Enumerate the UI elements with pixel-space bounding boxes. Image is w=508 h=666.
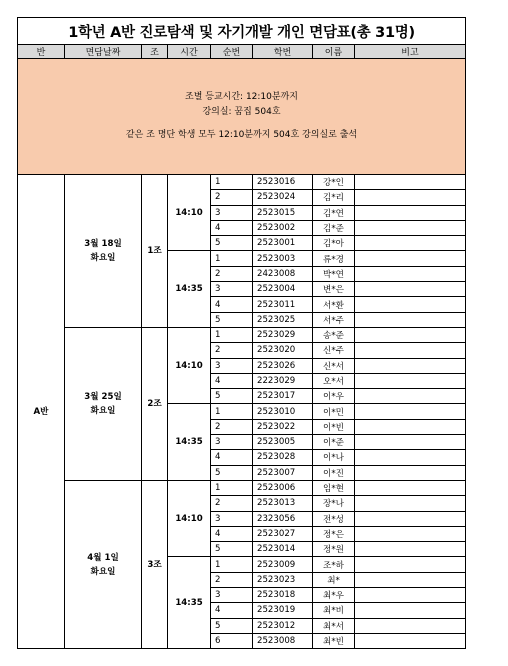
remarks-cell <box>355 404 466 419</box>
order-cell: 1 <box>211 480 253 495</box>
order-cell: 2 <box>211 419 253 434</box>
time-slot-cell: 14:10 <box>168 327 211 403</box>
student-id-cell: 2523028 <box>253 450 313 465</box>
student-id-cell: 2523017 <box>253 389 313 404</box>
remarks-cell <box>355 480 466 495</box>
student-id-cell: 2523027 <box>253 526 313 541</box>
interview-schedule-sheet <box>17 17 465 648</box>
student-id-cell: 2523004 <box>253 282 313 297</box>
notice-arrival-time: 조별 등교시간: 12:10분까지 <box>185 92 298 102</box>
student-id-cell: 2523023 <box>253 572 313 587</box>
interview-date-cell <box>65 327 142 480</box>
student-name-cell: 김*리 <box>313 190 355 205</box>
table-row <box>18 175 466 190</box>
remarks-cell <box>355 435 466 450</box>
order-cell: 1 <box>211 404 253 419</box>
order-cell: 4 <box>211 526 253 541</box>
remarks-cell <box>355 327 466 342</box>
remarks-cell <box>355 603 466 618</box>
remarks-cell <box>355 465 466 480</box>
remarks-cell <box>355 358 466 373</box>
student-id-cell: 2523019 <box>253 603 313 618</box>
order-cell: 2 <box>211 266 253 281</box>
student-name-cell: 서*주 <box>313 312 355 327</box>
order-cell: 5 <box>211 618 253 633</box>
remarks-cell <box>355 205 466 220</box>
student-name-cell: 이*우 <box>313 389 355 404</box>
remarks-cell <box>355 450 466 465</box>
student-id-cell: 2523002 <box>253 220 313 235</box>
student-name-cell: 변*은 <box>313 282 355 297</box>
student-name-cell: 신*서 <box>313 358 355 373</box>
notice-box <box>18 59 466 175</box>
remarks-cell <box>355 236 466 251</box>
student-id-cell: 2323056 <box>253 511 313 526</box>
student-name-cell: 오*서 <box>313 373 355 388</box>
remarks-cell <box>355 175 466 190</box>
header-order: 순번 <box>211 45 253 59</box>
time-slot-cell: 14:10 <box>168 175 211 251</box>
remarks-cell <box>355 419 466 434</box>
student-name-cell: 류*경 <box>313 251 355 266</box>
remarks-cell <box>355 572 466 587</box>
order-cell: 1 <box>211 251 253 266</box>
student-name-cell: 강*인 <box>313 175 355 190</box>
student-id-cell: 2523009 <box>253 557 313 572</box>
order-cell: 3 <box>211 435 253 450</box>
remarks-cell <box>355 251 466 266</box>
student-name-cell: 최*비 <box>313 603 355 618</box>
student-id-cell: 2523024 <box>253 190 313 205</box>
student-name-cell: 정*원 <box>313 542 355 557</box>
student-id-cell: 2523011 <box>253 297 313 312</box>
group-cell: 1조 <box>142 175 168 328</box>
header-student-id: 학번 <box>253 45 313 59</box>
student-id-cell: 2523018 <box>253 588 313 603</box>
header-group: 조 <box>142 45 168 59</box>
student-name-cell: 김*연 <box>313 205 355 220</box>
student-id-cell: 2523010 <box>253 404 313 419</box>
student-name-cell: 최* <box>313 572 355 587</box>
order-cell: 2 <box>211 190 253 205</box>
table-row <box>18 327 466 342</box>
interview-date-cell <box>65 175 142 328</box>
student-name-cell: 김*준 <box>313 220 355 235</box>
order-cell: 2 <box>211 572 253 587</box>
order-cell: 4 <box>211 603 253 618</box>
student-id-cell: 2523012 <box>253 618 313 633</box>
order-cell: 5 <box>211 236 253 251</box>
order-cell: 5 <box>211 389 253 404</box>
page-title: 1학년 A반 진로탐색 및 자기개발 개인 면담표(총 31명) <box>18 18 466 45</box>
student-name-cell: 이*준 <box>313 435 355 450</box>
student-id-cell: 2523013 <box>253 496 313 511</box>
order-cell: 5 <box>211 542 253 557</box>
student-id-cell: 2523015 <box>253 205 313 220</box>
remarks-cell <box>355 542 466 557</box>
student-id-cell: 2523005 <box>253 435 313 450</box>
student-name-cell: 최*서 <box>313 618 355 633</box>
student-name-cell: 이*빈 <box>313 419 355 434</box>
remarks-cell <box>355 312 466 327</box>
header-date: 면담날짜 <box>65 45 142 59</box>
notice-instruction: 같은 조 명단 학생 모두 12:10분까지 504호 강의실로 출석 <box>125 130 358 140</box>
remarks-cell <box>355 496 466 511</box>
student-name-cell: 전*성 <box>313 511 355 526</box>
table-row <box>18 480 466 495</box>
notice-row <box>18 59 466 175</box>
interview-weekday: 화요일 <box>90 405 116 416</box>
student-name-cell: 장*나 <box>313 496 355 511</box>
remarks-cell <box>355 266 466 281</box>
student-id-cell: 2523007 <box>253 465 313 480</box>
order-cell: 3 <box>211 358 253 373</box>
header-time: 시간 <box>168 45 211 59</box>
order-cell: 1 <box>211 327 253 342</box>
remarks-cell <box>355 511 466 526</box>
remarks-cell <box>355 526 466 541</box>
student-name-cell: 송*준 <box>313 327 355 342</box>
remarks-cell <box>355 389 466 404</box>
student-id-cell: 2523014 <box>253 542 313 557</box>
remarks-cell <box>355 220 466 235</box>
time-slot-cell: 14:35 <box>168 251 211 327</box>
interview-weekday: 화요일 <box>90 566 116 577</box>
student-id-cell: 2223029 <box>253 373 313 388</box>
student-name-cell: 임*현 <box>313 480 355 495</box>
student-id-cell: 2523025 <box>253 312 313 327</box>
order-cell: 1 <box>211 175 253 190</box>
time-slot-cell: 14:35 <box>168 557 211 649</box>
remarks-cell <box>355 190 466 205</box>
header-row <box>18 45 466 59</box>
student-name-cell: 이*진 <box>313 465 355 480</box>
time-slot-cell: 14:10 <box>168 480 211 556</box>
remarks-cell <box>355 373 466 388</box>
student-id-cell: 2523006 <box>253 480 313 495</box>
interview-date: 4월 1일 <box>87 552 119 563</box>
student-id-cell: 2523016 <box>253 175 313 190</box>
student-id-cell: 2523022 <box>253 419 313 434</box>
header-class: 반 <box>18 45 65 59</box>
interview-date: 3월 25일 <box>84 391 122 402</box>
student-name-cell: 박*연 <box>313 266 355 281</box>
student-name-cell: 서*환 <box>313 297 355 312</box>
order-cell: 2 <box>211 496 253 511</box>
student-id-cell: 2523008 <box>253 633 313 648</box>
header-remarks: 비고 <box>355 45 466 59</box>
order-cell: 6 <box>211 633 253 648</box>
student-name-cell: 최*빈 <box>313 633 355 648</box>
time-slot-cell: 14:35 <box>168 404 211 480</box>
interview-weekday: 화요일 <box>90 252 116 263</box>
order-cell: 2 <box>211 343 253 358</box>
remarks-cell <box>355 588 466 603</box>
student-name-cell: 이*민 <box>313 404 355 419</box>
student-id-cell: 2523020 <box>253 343 313 358</box>
student-id-cell: 2523001 <box>253 236 313 251</box>
order-cell: 1 <box>211 557 253 572</box>
student-id-cell: 2423008 <box>253 266 313 281</box>
order-cell: 3 <box>211 205 253 220</box>
notice-classroom: 강의실: 꿈집 504호 <box>202 107 281 117</box>
order-cell: 3 <box>211 588 253 603</box>
remarks-cell <box>355 557 466 572</box>
class-cell: A반 <box>18 175 65 649</box>
schedule-table <box>17 17 466 649</box>
remarks-cell <box>355 618 466 633</box>
order-cell: 4 <box>211 220 253 235</box>
group-cell: 3조 <box>142 480 168 648</box>
group-cell: 2조 <box>142 327 168 480</box>
student-name-cell: 김*아 <box>313 236 355 251</box>
student-id-cell: 2523029 <box>253 327 313 342</box>
remarks-cell <box>355 343 466 358</box>
student-id-cell: 2523026 <box>253 358 313 373</box>
student-name-cell: 조*하 <box>313 557 355 572</box>
order-cell: 4 <box>211 297 253 312</box>
order-cell: 5 <box>211 465 253 480</box>
interview-date-cell <box>65 480 142 648</box>
student-name-cell: 정*은 <box>313 526 355 541</box>
order-cell: 4 <box>211 450 253 465</box>
student-name-cell: 이*나 <box>313 450 355 465</box>
student-name-cell: 신*주 <box>313 343 355 358</box>
student-name-cell: 최*우 <box>313 588 355 603</box>
interview-date: 3월 18일 <box>84 238 122 249</box>
order-cell: 3 <box>211 511 253 526</box>
remarks-cell <box>355 297 466 312</box>
order-cell: 4 <box>211 373 253 388</box>
header-name: 이름 <box>313 45 355 59</box>
order-cell: 3 <box>211 282 253 297</box>
order-cell: 5 <box>211 312 253 327</box>
remarks-cell <box>355 633 466 648</box>
remarks-cell <box>355 282 466 297</box>
student-id-cell: 2523003 <box>253 251 313 266</box>
